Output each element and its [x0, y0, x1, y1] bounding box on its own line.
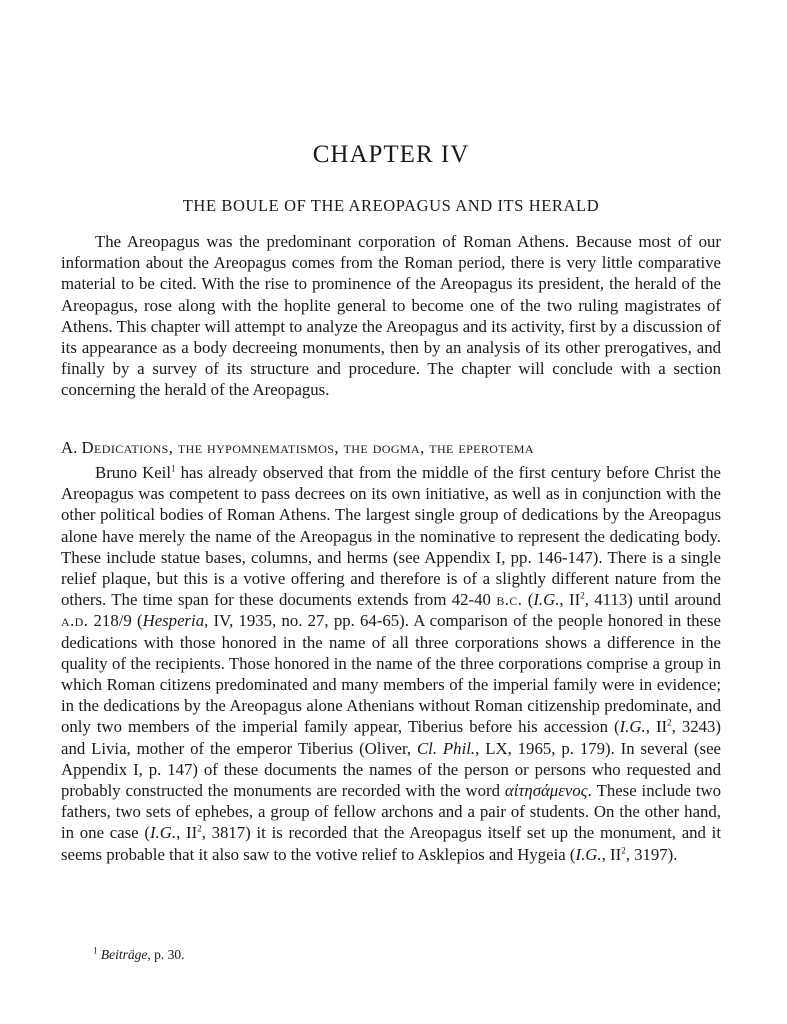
citation-title: I.G.	[149, 823, 177, 843]
text-run: , 3817) it is recorded that the Areopagus itself set up the monument, and it seems probable that it also saw to the votive relief to Asklepios and Hygeia (	[61, 823, 721, 864]
footnote-work: Beiträge	[100, 947, 148, 962]
text-run: . These include two fathers, two sets of ephebes, a group of fellow archons and a pair of students. On the other hand, in one case (	[61, 781, 722, 843]
text-run: , IV, 1935, no. 27, pp. 64-65). A comparison of the people honored in these dedications with those honored in the name of all three corporations shows a difference in the quality of the recipients. Those honored in the name of the three corporations comprise a group in which Roman citizens predominated and many members of the imperial family were in evidence; in the dedications by the Areopagus alone Athenians without Roman citizenship predominate, and only two members of the imperial family appear, Tiberius before his accession (	[61, 611, 721, 737]
citation-title: I.G.	[619, 717, 646, 737]
text-run: , 3243) and Livia, mother of the emperor Tiberius (Oliver,	[61, 717, 721, 758]
text-run: Bruno Keil	[95, 463, 171, 482]
edition-superscript: 2	[621, 845, 626, 856]
section-title: Dedications, the hypomnematismos, the dogma, the eperotema	[81, 438, 534, 457]
footnote-number: 1	[93, 945, 98, 956]
citation-title: Cl. Phil.	[416, 738, 476, 758]
section-letter: A.	[61, 438, 78, 457]
chapter-subtitle: THE BOULE OF THE AREOPAGUS AND ITS HERALD	[182, 196, 600, 215]
text-run: 218/9 (	[88, 611, 143, 631]
text-run: , 3197).	[625, 844, 678, 864]
chapter-title: CHAPTER IV	[312, 141, 470, 168]
text-run: , 4113) until around	[584, 590, 721, 610]
text-run: , II	[645, 717, 668, 737]
era-abbreviation: b.c.	[496, 590, 523, 610]
footnote-reference[interactable]: 1	[171, 463, 176, 474]
citation-title: I.G.	[533, 590, 560, 610]
footnote-text: , p. 30.	[147, 947, 185, 962]
citation-title: Hesperia	[142, 611, 205, 631]
text-run: , II	[601, 844, 622, 864]
text-run: , LX, 1965, p. 179). In several (see Appendix I, p. 147) of these documents the names of the person or persons who requested and probably constructed the monuments are recorded with the word	[61, 738, 721, 801]
section-heading	[61, 437, 721, 458]
era-abbreviation: a.d.	[61, 611, 89, 631]
footnote	[93, 946, 185, 964]
body-paragraph	[61, 462, 721, 865]
text-run: has already observed that from the middle of the first century before Christ the Areopagus was competent to pass decrees on its own initiative, as well as in conjunction with the other political bodies of Roman Athens. The largest single group of dedications by the Areopagus alone have merely the name of the Areopagus in the nominative to represent the dedicating body. These include statue bases, columns, and herms (see Appendix I, pp. 146-147). There is a single relief plaque, but this is a votive offering and therefore is of a slightly different nature from the others. The time span for these documents extends from 42-40	[61, 463, 721, 610]
text-run: (	[522, 590, 534, 610]
text-run: , II	[559, 590, 581, 610]
edition-superscript: 2	[667, 717, 672, 728]
edition-superscript: 2	[580, 590, 585, 601]
text-run: , II	[176, 823, 198, 843]
citation-title: I.G.	[575, 844, 602, 864]
document-page	[61, 0, 721, 1024]
intro-paragraph: The Areopagus was the predominant corporation of Roman Athens. Because most of our information about the Areopagus comes from the Roman period, there is very little comparative material to be cited. With the rise to prominence of the Areopagus its president, the herald of the Areopagus, rose along with the hoplite general to become one of the two ruling magistrates of Athens. This chapter will attempt to analyze the Areopagus and its activity, first by a discussion of its appearance as a body decreeing monuments, then by an analysis of its other prerogatives, and finally by a survey of its structure and procedure. The chapter will conclude with a section concerning the herald of the Areopagus.	[61, 232, 721, 400]
edition-superscript: 2	[197, 823, 202, 834]
greek-word: αἰτησάμενος	[504, 781, 588, 801]
